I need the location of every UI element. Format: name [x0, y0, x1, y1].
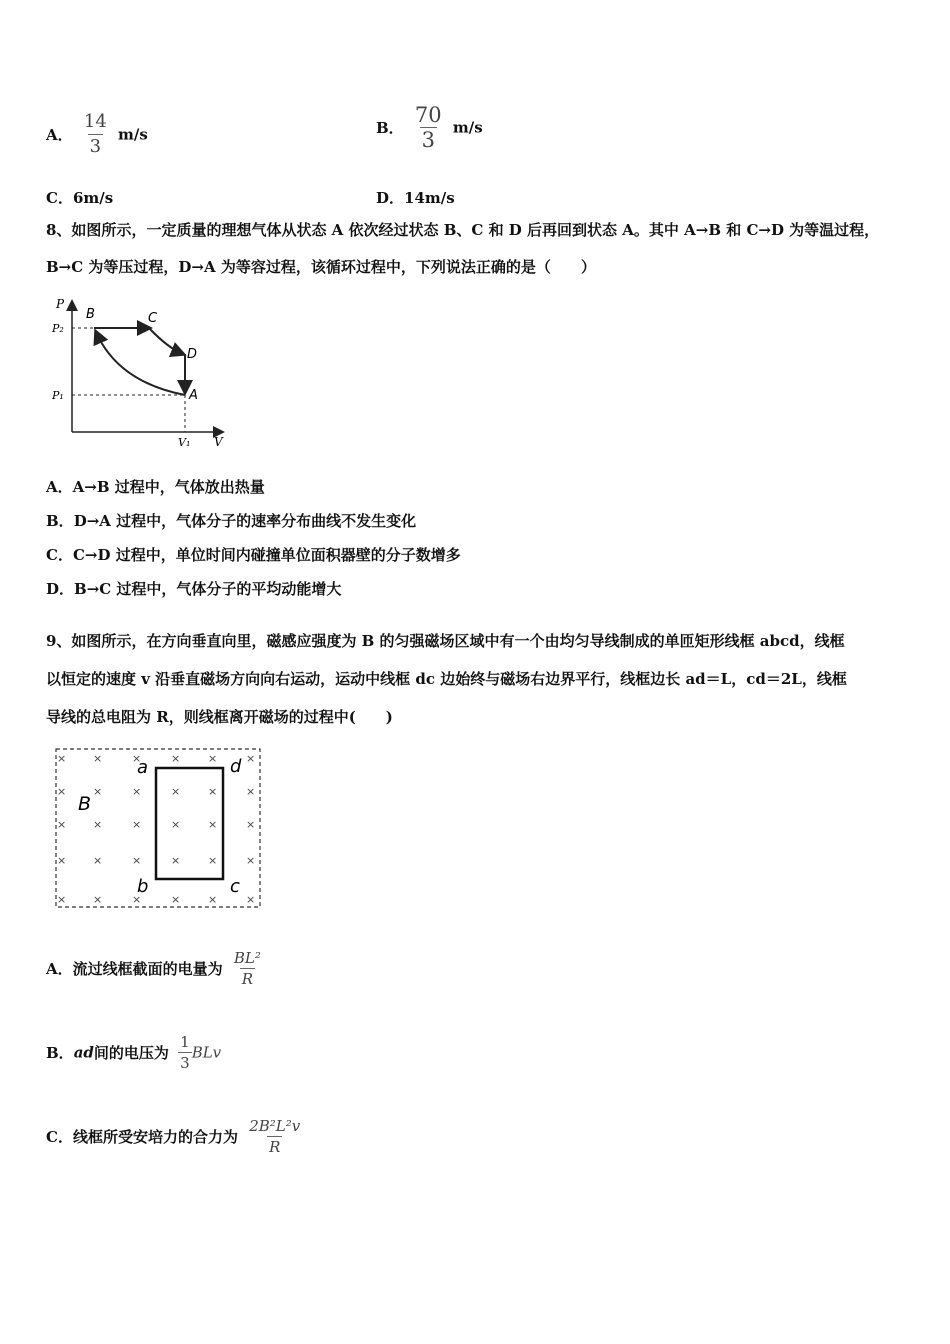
numerator: 70: [414, 103, 442, 127]
field-cross: ×: [208, 818, 218, 831]
field-cross: ×: [93, 752, 103, 765]
q7-option-d: [376, 187, 455, 208]
v1-label: V₁: [178, 436, 191, 449]
fraction: [232, 948, 263, 989]
option-letter: B．: [376, 119, 404, 137]
field-cross: ×: [208, 785, 218, 798]
option-text: D→A 过程中，气体分子的速率分布曲线不发生变化: [73, 512, 417, 530]
numerator: 2B²L²v: [249, 1117, 301, 1135]
q8-stem: [46, 212, 916, 286]
field-cross: ×: [57, 893, 67, 906]
q8-line-2: B→C 为等压过程，D→A 为等容过程，该循环过程中，下列说法正确的是（ ）: [46, 258, 596, 276]
field-cross: ×: [132, 752, 142, 765]
option-text: B→C 过程中，气体分子的平均动能增大: [74, 580, 342, 598]
q8-line-1: 8、如图所示，一定质量的理想气体从状态 A 依次经过状态 B、C 和 D 后再回到状态 A。其中 A→B 和 C→D 为等温过程，: [46, 221, 880, 239]
option-text: 线框所受安培力的合力为: [72, 1128, 238, 1146]
q7-option-a: [46, 110, 148, 159]
field-cross: ×: [246, 818, 256, 831]
unit: m/s: [452, 118, 483, 137]
option-letter: B．: [46, 1044, 74, 1062]
q9-option-a: [46, 948, 267, 989]
q7-option-c: [46, 187, 113, 208]
field-cross: ×: [171, 818, 181, 831]
p-axis-label: P: [56, 297, 65, 311]
option-text: C→D 过程中，单位时间内碰撞单位面积器壁的分子数增多: [72, 546, 461, 564]
q9-option-c: [46, 1116, 306, 1157]
magnetic-field-figure: [50, 742, 270, 914]
v-axis-label: V: [214, 435, 223, 449]
option-letter: C．: [46, 546, 73, 564]
q8-option-c: [46, 544, 461, 565]
field-cross: ×: [132, 893, 142, 906]
process-c-d: [149, 328, 183, 354]
field-cross: ×: [171, 854, 181, 867]
field-cross: ×: [208, 854, 218, 867]
option-letter: B．: [46, 512, 74, 530]
option-letter: A．: [46, 478, 73, 496]
point-d-label: D: [187, 347, 198, 362]
point-a-label: A: [189, 388, 198, 403]
field-cross: ×: [246, 893, 256, 906]
option-text: 14m/s: [404, 189, 455, 207]
pv-diagram: [50, 292, 230, 452]
field-cross: ×: [208, 893, 218, 906]
numerator: BL²: [233, 949, 261, 967]
denominator: 3: [180, 1054, 190, 1072]
option-letter: D．: [376, 189, 405, 207]
field-cross: ×: [132, 854, 142, 867]
field-cross: ×: [171, 752, 181, 765]
field-cross: ×: [132, 785, 142, 798]
unit: m/s: [118, 125, 148, 144]
q9-option-b: [46, 1032, 221, 1073]
field-cross: ×: [57, 854, 67, 867]
process-a-b: [96, 332, 185, 395]
option-text: 流过线框截面的电量为: [72, 960, 223, 978]
option-letter: C．: [46, 189, 73, 207]
option-letter: A．: [46, 960, 73, 978]
field-cross: ×: [171, 785, 181, 798]
field-cross: ×: [93, 854, 103, 867]
q8-option-d: [46, 578, 341, 599]
field-b-label: B: [78, 793, 92, 815]
field-cross: ×: [57, 785, 67, 798]
numerator: 1: [180, 1033, 190, 1051]
formula-tail: BLv: [191, 1043, 222, 1062]
q8-option-a: [46, 476, 265, 497]
fraction: [178, 1032, 192, 1073]
denominator: R: [241, 970, 254, 988]
field-cross: ×: [246, 785, 256, 798]
option-letter: C．: [46, 1128, 73, 1146]
option-text: 间的电压为: [93, 1044, 169, 1062]
fraction: [413, 103, 444, 152]
p2-label: P₂: [52, 322, 64, 335]
field-cross: ×: [246, 854, 256, 867]
q9-line-1: 9、如图所示，在方向垂直向里，磁感应强度为 B 的匀强磁场区域中有一个由均匀导线制成的单匝矩形线框 abcd，线框: [46, 632, 845, 650]
field-cross: ×: [57, 818, 67, 831]
denominator: R: [269, 1138, 281, 1156]
denominator: 3: [421, 128, 435, 152]
field-cross: ×: [93, 785, 103, 798]
option-text: A→B 过程中，气体放出热量: [72, 478, 265, 496]
field-cross: ×: [208, 752, 218, 765]
corner-a-label: a: [137, 757, 149, 778]
denominator: 3: [89, 136, 102, 157]
q7-option-b: [376, 103, 483, 152]
option-letter: D．: [46, 580, 75, 598]
q9-line-3: 导线的总电阻为 R，则线框离开磁场的过程中( ): [46, 708, 393, 726]
option-text: 6m/s: [72, 189, 114, 207]
field-cross: ×: [246, 752, 256, 765]
field-cross: ×: [93, 893, 103, 906]
field-cross: ×: [57, 752, 67, 765]
q9-stem: [46, 622, 916, 736]
field-cross: ×: [93, 818, 103, 831]
fraction: [82, 110, 109, 159]
numerator: 14: [83, 111, 107, 132]
fraction: [247, 1116, 302, 1157]
field-cross: ×: [171, 893, 181, 906]
option-letter: A．: [46, 126, 73, 144]
point-b-label: B: [86, 307, 95, 322]
point-c-label: C: [148, 311, 158, 326]
corner-d-label: d: [230, 756, 242, 777]
option-var: ad: [73, 1043, 94, 1062]
q8-option-b: [46, 510, 416, 531]
q9-line-2: 以恒定的速度 v 沿垂直磁场方向向右运动，运动中线框 dc 边始终与磁场右边界平行，线框边长 ad＝L，cd＝2L，线框: [46, 670, 847, 688]
corner-c-label: c: [230, 876, 240, 897]
corner-b-label: b: [137, 876, 149, 897]
p1-label: P₁: [52, 389, 64, 402]
field-cross: ×: [132, 818, 142, 831]
